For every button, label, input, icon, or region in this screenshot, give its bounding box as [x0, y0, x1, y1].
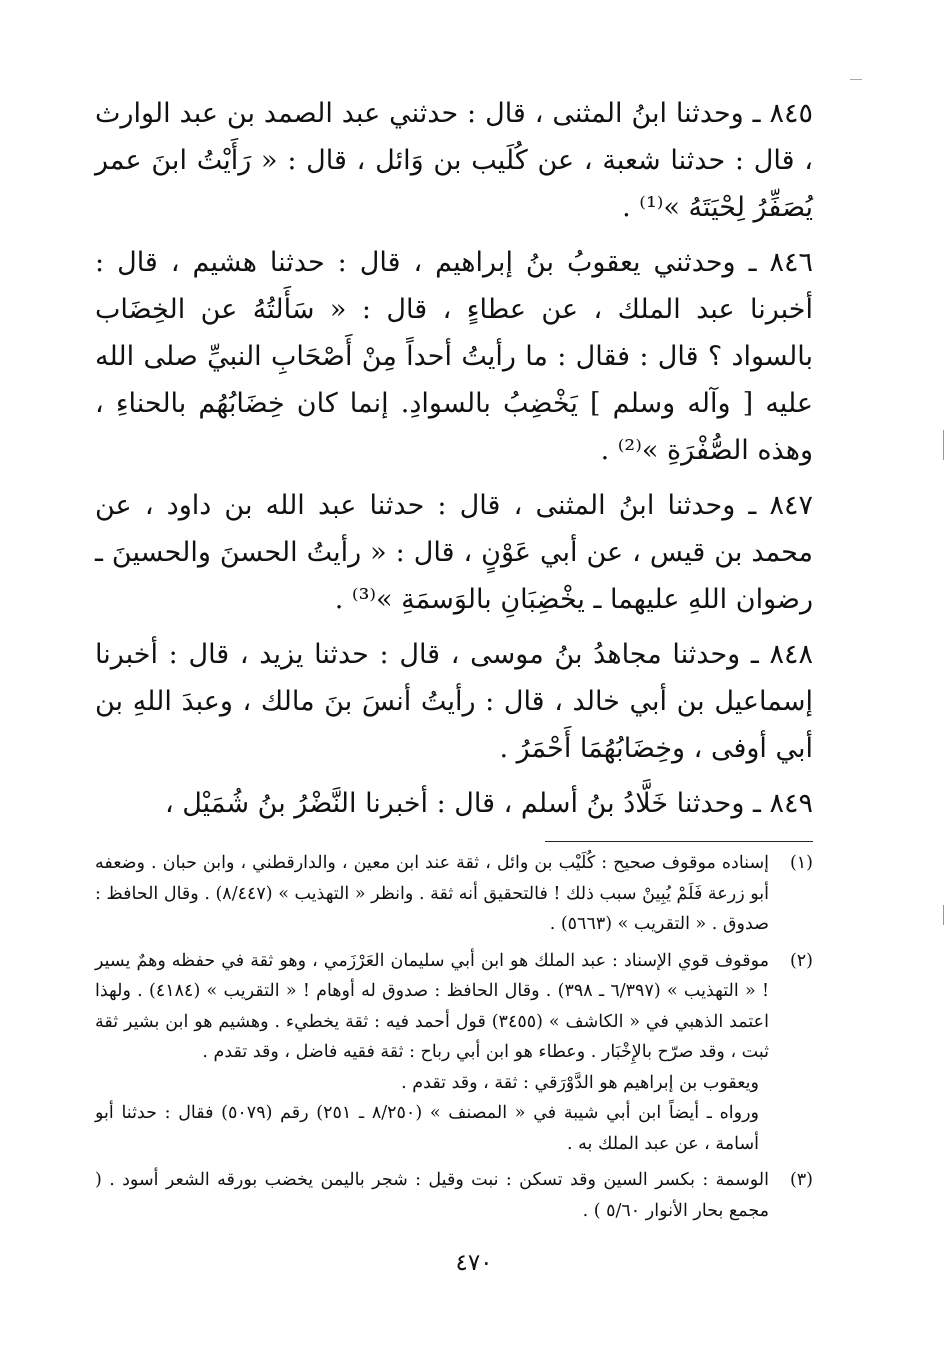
main-text — [95, 90, 813, 827]
footnote-number: (١) — [789, 853, 813, 873]
hadith-846: ٨٤٦ ـ وحدثني يعقوبُ بنُ إبراهيم ، قال : حدثنا هشيم ، قال : أخبرنا عبد الملك ، عن عطاءٍ ، قال : « سَأَلتُهُ عن الخِضَاب بالسواد ؟ قال : فقال : ما رأيتُ أحداً مِنْ أَصْحَابِ النبيِّ صلى الله عليه [ وآله وسلم ] يَخْضِبُ بالسوادِ. إنما كان خِضَابُهُم بالحناءِ ، وهذه الصُّفْرَةِ »⁽²⁾ . — [95, 247, 813, 466]
hadith-849: ٨٤٩ ـ وحدثنا خَلَّادُ بنُ أسلم ، قال : أخبرنا النَّضْرُ بنُ شُمَيْل ، — [164, 788, 813, 819]
scan-edge-tick — [943, 905, 944, 925]
footnote-1 — [95, 848, 813, 940]
footnote-2 — [95, 946, 813, 1160]
footnote-3 — [95, 1165, 813, 1226]
footnotes — [95, 848, 813, 1226]
hadith-845: ٨٤٥ ـ وحدثنا ابنُ المثنى ، قال : حدثني عبد الصمد بن عبد الوارث ، قال : حدثنا شعبة ، عن كُلَيب بن وَائل ، قال : « رَأَيْتُ ابنَ عمر يُصَفِّرُ لِحْيَتَهُ »⁽¹⁾ . — [95, 98, 813, 223]
footnote-line: الوسمة : بكسر السين وقد تسكن : نبت وقيل : شجر باليمن يخضب بورقه الشعر أسود . ( مجمع بحار الأنوار ٥/٦٠ ) . — [95, 1170, 769, 1221]
footnote-separator — [545, 841, 813, 842]
page-number: ٤٧٠ — [455, 1250, 493, 1276]
footnote-text — [95, 946, 769, 1160]
footnote-number: (٣) — [789, 1170, 813, 1190]
scan-edge-tick — [943, 430, 944, 460]
footnote-line: إسناده موقوف صحيح : كُلَيْب بن وائل ، ثقة عند ابن معين ، والدارقطني ، وابن حبان . وضعفه أبو زرعة فَلَمْ يُبِينْ سبب ذلك ! فالتحقيق أنه ثقة . وانظر « التهذيب » (٨/٤٤٧) . وقال الحافظ : صدوق . « التقريب » (٥٦٦٣) . — [95, 853, 769, 934]
hadith-847: ٨٤٧ ـ وحدثنا ابنُ المثنى ، قال : حدثنا عبد الله بن داود ، عن محمد بن قيس ، عن أبي عَوْنٍ ، قال : « رأيتُ الحسنَ والحسينَ ـ رضوان اللهِ عليهما ـ يخْضِبَانِ بالوَسمَةِ »⁽³⁾ . — [95, 490, 813, 615]
footnote-line: موقوف قوي الإسناد : عبد الملك هو ابن أبي سليمان العَرْزَمي ، وهو ثقة في حفظه وهمٌ يسير ! « التهذيب » (٦/٣٩٧ ـ ٣٩٨) . وقال الحافظ : صدوق له أوهام ! « التقريب » (٤١٨٤) . ولهذا اعتمد الذهبي في « الكاشف » (٣٤٥٥) قول أحمد فيه : ثقة يخطيء . وهشيم هو ابن بشير ثقة ثبت ، وقد صرّح بالإِخْبَار . وعطاء هو ابن أبي رباح : ثقة فقيه فاضل ، وقد تقدم . — [95, 950, 769, 1062]
footnote-line: ورواه ـ أيضاً ابن أبي شيبة في « المصنف » (٨/٢٥٠ ـ ٢٥١) رقم (٥٠٧٩) فقال : حدثنا أبو أسامة ، عن عبد الملك به . — [95, 1103, 760, 1154]
footnote-line: ويعقوب بن إبراهيم هو الدَّوْرَقي : ثقة ، وقد تقدم . — [401, 1072, 759, 1093]
footnote-number: (٢) — [789, 950, 813, 971]
footnote-text — [95, 848, 769, 940]
hadith-848: ٨٤٨ ـ وحدثنا مجاهدُ بنُ موسى ، قال : حدثنا يزيد ، قال : أخبرنا إسماعيل بن أبي خالد ، قال : رأيتُ أنسَ بنَ مالك ، وعبدَ اللهِ بن أبي أوفى ، وخِضَابُهُمَا أَحْمَرُ . — [95, 639, 813, 764]
margin-mark — [850, 79, 862, 80]
footnote-text — [95, 1165, 769, 1226]
page-body — [95, 90, 813, 1232]
